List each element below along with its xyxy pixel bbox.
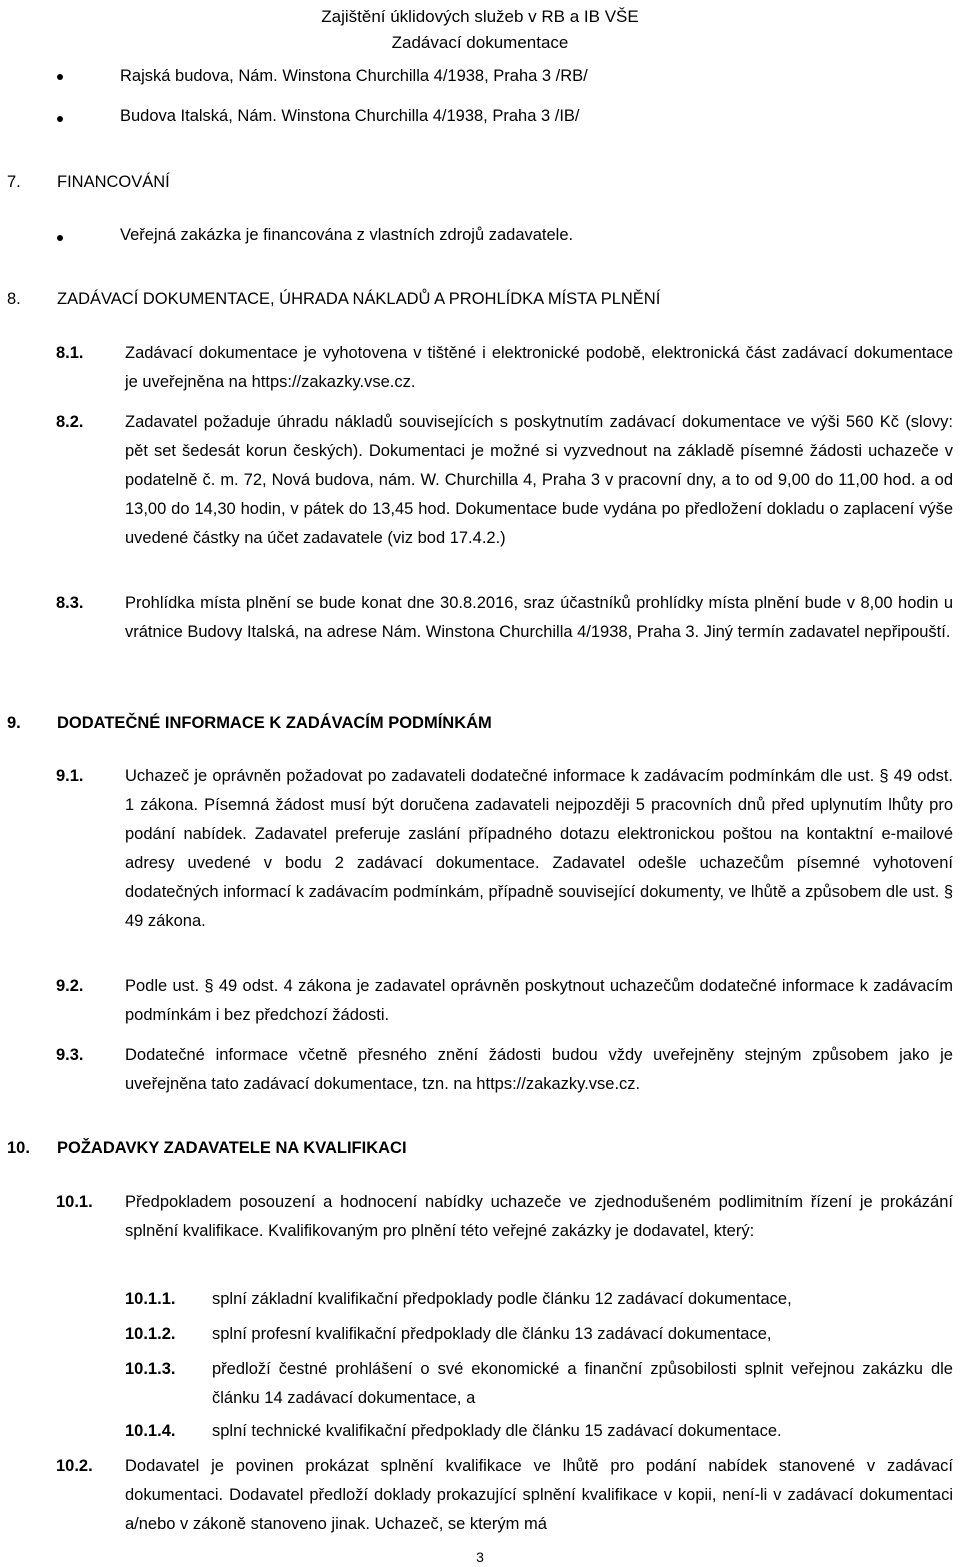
para-9-2-number: 9.2.	[56, 977, 84, 995]
bullet-item-rb: Rajská budova, Nám. Winstona Churchilla 4/1938, Praha 3 /RB/	[120, 67, 588, 85]
bullet-icon	[57, 74, 63, 80]
para-10-2-text: Dodavatel je povinen prokázat splnění kvalifikace ve lhůtě pro podání nabídek stanovené v zadávací dokumentaci. Dodavatel předloží doklady prokazující splnění kvalifikace v kopii, není-li v zadávací dokumentaci a/nebo v zákoně stanoveno jinak. Uchazeč, se kterým má	[125, 1457, 953, 1533]
sub-10-1-3-number: 10.1.3.	[125, 1360, 176, 1378]
bullet-icon	[57, 116, 63, 122]
section-8-title: ZADÁVACÍ DOKUMENTACE, ÚHRADA NÁKLADŮ A PROHLÍDKA MÍSTA PLNĚNÍ	[57, 290, 661, 308]
para-8-3-number: 8.3.	[56, 594, 84, 612]
para-9-2-text: Podle ust. § 49 odst. 4 zákona je zadavatel oprávněn poskytnout uchazečům dodatečné informace k zadávacím podmínkám i bez předchozí žádosti.	[125, 977, 953, 1024]
section-7-number: 7.	[7, 173, 21, 191]
sub-10-1-3-text: předloží čestné prohlášení o své ekonomické a finanční způsobilosti splnit veřejnou zakázku dle článku 14 zadávací dokumentace, a	[212, 1360, 953, 1407]
page-header	[0, 4, 960, 56]
section-10-number: 10.	[7, 1139, 30, 1157]
para-8-1-number: 8.1.	[56, 344, 84, 362]
section-7-bullet: Veřejná zakázka je financována z vlastních zdrojů zadavatele.	[120, 226, 574, 244]
header-project-title: Zajištění úklidových služeb v RB a IB VŠE	[321, 7, 639, 26]
sub-10-1-1-number: 10.1.1.	[125, 1290, 176, 1308]
sub-10-1-1-text: splní základní kvalifikační předpoklady podle článku 12 zadávací dokumentace,	[212, 1290, 792, 1308]
para-10-1-number: 10.1.	[56, 1193, 93, 1211]
para-8-1-text: Zadávací dokumentace je vyhotovena v tištěné i elektronické podobě, elektronická část zadávací dokumentace je uveřejněna na https://zakazky.vse.cz.	[125, 344, 953, 391]
sub-10-1-2-text: splní profesní kvalifikační předpoklady dle článku 13 zadávací dokumentace,	[212, 1325, 772, 1343]
section-8-number: 8.	[7, 290, 21, 308]
page-number: 3	[476, 1549, 484, 1565]
section-9-number: 9.	[7, 714, 21, 732]
para-9-1-text: Uchazeč je oprávněn požadovat po zadavateli dodatečné informace k zadávacím podmínkám dle ust. § 49 odst. 1 zákona. Písemná žádost musí být doručena zadavateli nejpozději 5 pracovních dnů před uplynutím lhůty pro podání nabídek. Zadavatel preferuje zaslání případného dotazu elektronickou poštou na kontaktní e-mailové adresy uvedené v bodu 2 zadávací dokumentace. Zadavatel odešle uchazečům písemné vyhotovení dodatečných informací k zadávacím podmínkám, případně související dokumenty, ve lhůtě a způsobem dle ust. § 49 zákona.	[125, 767, 953, 930]
para-9-3-text: Dodatečné informace včetně přesného znění žádosti budou vždy uveřejněny stejným způsobem jako je uveřejněna tato zadávací dokumentace, tzn. na https://zakazky.vse.cz.	[125, 1046, 953, 1093]
para-8-2-number: 8.2.	[56, 413, 84, 431]
section-7-title: FINANCOVÁNÍ	[57, 173, 170, 191]
para-8-2-text: Zadavatel požaduje úhradu nákladů souvisejících s poskytnutím zadávací dokumentace ve výši 560 Kč (slovy: pět set šedesát korun českých). Dokumentaci je možné si vyzvednout na základě písemné žádosti uchazeče v podatelně č. m. 72, Nová budova, nám. W. Churchilla 4, Praha 3 v pracovní dny, a to od 9,00 do 11,00 hod. a od 13,00 do 14,30 hodin, v pátek do 13,45 hod. Dokumentace bude vydána po předložení dokladu o zaplacení výše uvedené částky na účet zadavatele (viz bod 17.4.2.)	[125, 413, 953, 547]
bullet-item-ib: Budova Italská, Nám. Winstona Churchilla 4/1938, Praha 3 /IB/	[120, 107, 580, 125]
bullet-icon	[57, 235, 63, 241]
section-9-title: DODATEČNÉ INFORMACE K ZADÁVACÍM PODMÍNKÁM	[57, 714, 492, 732]
sub-10-1-2-number: 10.1.2.	[125, 1325, 176, 1343]
para-9-3-number: 9.3.	[56, 1046, 84, 1064]
para-10-1-text: Předpokladem posouzení a hodnocení nabídky uchazeče ve zjednodušeném podlimitním řízení je prokázání splnění kvalifikace. Kvalifikovaným pro plnění této veřejné zakázky je dodavatel, který:	[125, 1193, 953, 1240]
para-10-2-number: 10.2.	[56, 1457, 93, 1475]
para-8-3-text: Prohlídka místa plnění se bude konat dne 30.8.2016, sraz účastníků prohlídky místa plnění bude v 8,00 hodin u vrátnice Budovy Italská, na adrese Nám. Winstona Churchilla 4/1938, Praha 3. Jiný termín zadavatel nepřipouští.	[125, 594, 953, 641]
header-document-title: Zadávací dokumentace	[391, 33, 569, 52]
para-9-1-number: 9.1.	[56, 767, 84, 785]
section-10-title: POŽADAVKY ZADAVATELE NA KVALIFIKACI	[57, 1139, 407, 1157]
sub-10-1-4-number: 10.1.4.	[125, 1422, 176, 1440]
sub-10-1-4-text: splní technické kvalifikační předpoklady dle článku 15 zadávací dokumentace.	[212, 1422, 782, 1440]
